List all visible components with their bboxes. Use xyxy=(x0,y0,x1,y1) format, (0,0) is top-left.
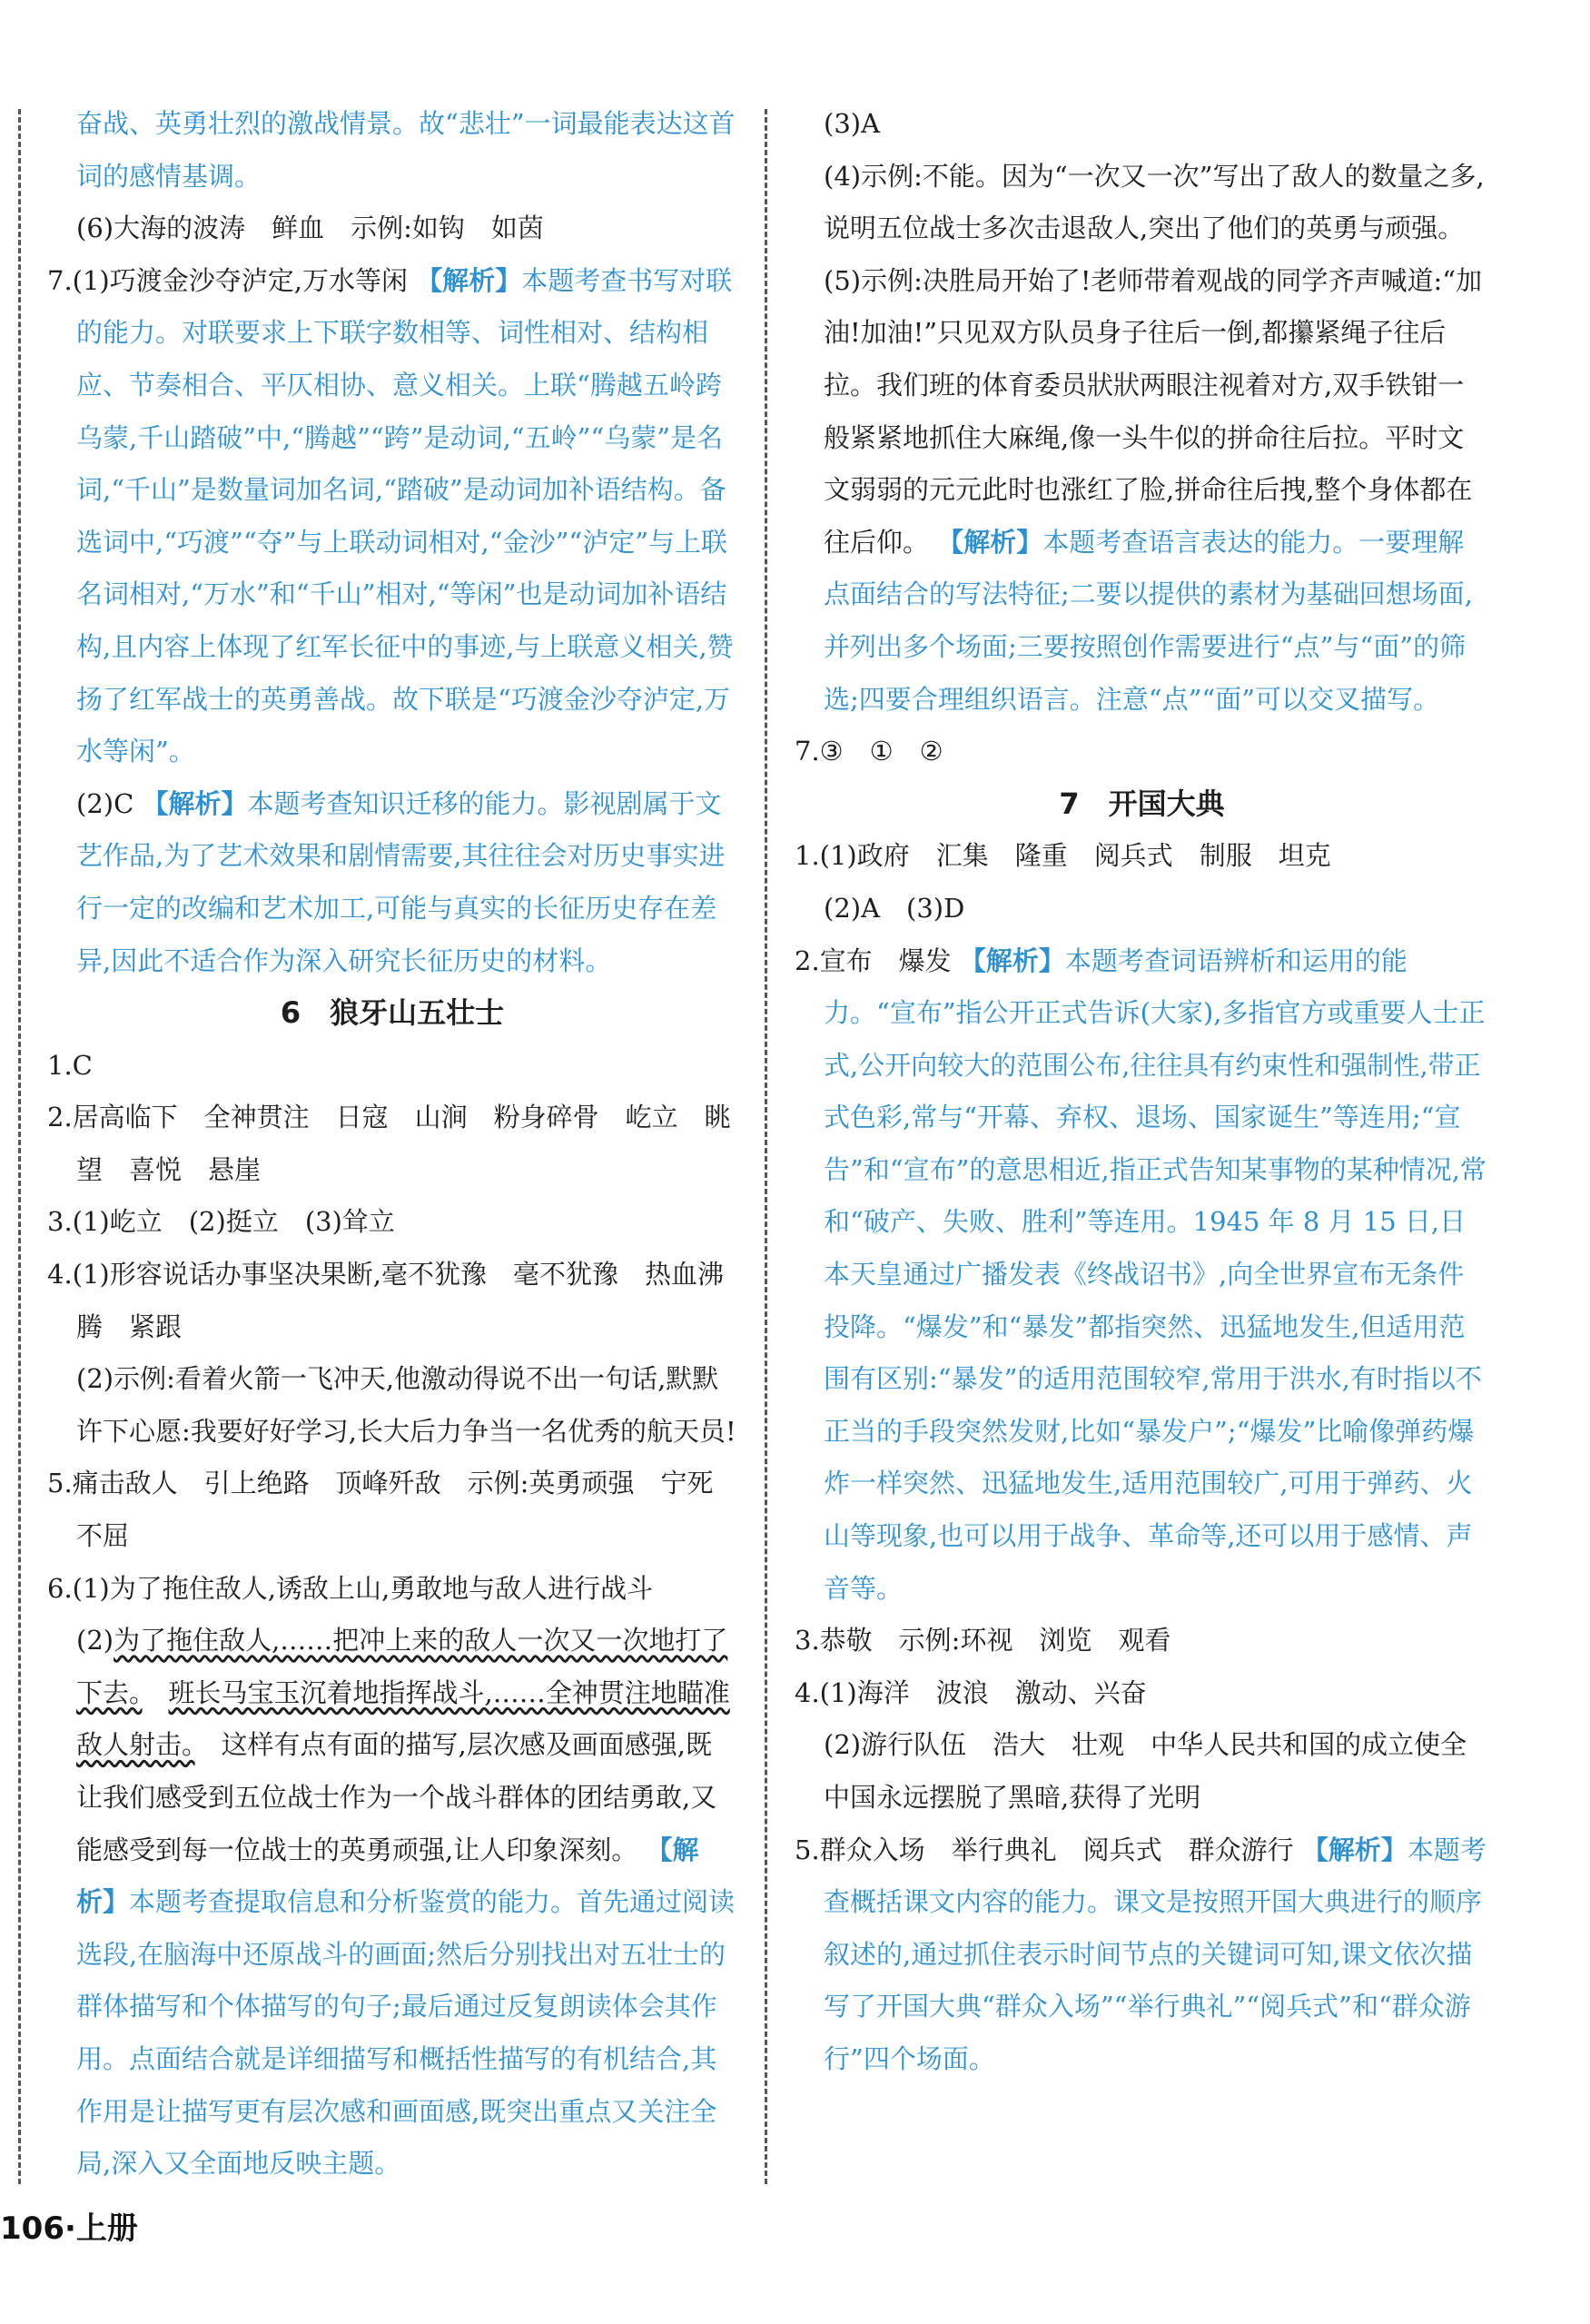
analysis-tag: 【解析】 xyxy=(142,787,248,819)
s6-q5: 5.痛击敌人 引上绝路 顶峰歼敌 示例:英勇顽强 宁死不屈 xyxy=(47,1468,714,1552)
analysis-tag: 【解析】 xyxy=(959,944,1065,976)
s6-q6-3: (3)A xyxy=(824,108,881,139)
q7-2-block xyxy=(47,778,737,987)
s6-q6-5-explanation: 本题考查语言表达的能力。一要理解点面结合的写法特征;二要以提供的素材为基础回想场面,并列出多个场面;三要按照创作需要进行“点”与“面”的筛选;四要合理组织语言。注意“点”“面”可以交叉描写。 xyxy=(824,526,1473,715)
s6-q2: 2.居高临下 全神贯注 日寇 山涧 粉身碎骨 屹立 眺望 喜悦 悬崖 xyxy=(47,1102,731,1185)
s7-q4-1: 4.(1)海洋 波浪 激动、兴奋 xyxy=(795,1676,1147,1708)
s7-q5-explanation: 本题考查概括课文内容的能力。课文是按照开国大典进行的顺序叙述的,通过抓住表示时间节点的关键词可知,课文依次描写了开国大典“群众入场”“举行典礼”“阅兵式”和“群众游行”四个场面。 xyxy=(824,1834,1486,2074)
s6-q3: 3.(1)屹立 (2)挺立 (3)耸立 xyxy=(47,1206,395,1238)
s7-q5-block xyxy=(795,1825,1489,2086)
s6-q4-2: (2)示例:看着火箭一飞冲天,他激动得说不出一句话,默默许下心愿:我要好好学习,长大后力争当一名优秀的航天员! xyxy=(76,1363,736,1447)
s7-q1-2: (2)A (3)D xyxy=(824,892,965,924)
page-number: 106 xyxy=(0,2210,64,2247)
s7-q1-1: 1.(1)政府 汇集 隆重 阅兵式 制服 坦克 xyxy=(795,840,1331,872)
s7-q2-block xyxy=(795,935,1489,1616)
s6-q6-5-answer: (5)示例:决胜局开始了!老师带着观战的同学齐声喊道:“加油!加油!”只见双方队员身子往后一倒,都攥紧绳子往后拉。我们班的体育委员狀狀两眼注视着对方,双手铁钳一般紧紧地抓住大麻绳,像一头牛似的拼命往后拉。平时文文弱弱的元元此时也涨红了脸,拼命往后拽,整个身体都在往后仰。 xyxy=(824,264,1483,558)
left-column xyxy=(47,98,737,2190)
q7-1-explanation: 本题考查书写对联的能力。对联要求上下联字数相等、词性相对、结构相应、节奏相合、平仄相协、意义相关。上联“腾越五岭跨乌蒙,千山踏破”中,“腾越”“跨”是动词,“五岭”“乌蒙”是名词,“千山”是数量词加名词,“踏破”是动词加补语结构。备选词中,“巧渡”“夺”与上联动词相对,“金沙”“泸定”与上联名词相对,“万水”和“千山”相对,“等闲”也是动词加补语结构,且内容上体现了红军长征中的事迹,与上联意义相关,赞扬了红军战士的英勇善战。故下联是“巧渡金沙夺泸定,万水等闲”。 xyxy=(76,264,734,767)
underlined-sentence-2: 班长马宝玉沉着地指挥战斗,……全神贯注地瞄准敌人射击。 xyxy=(76,1676,730,1761)
s6-q4-1: 4.(1)形容说话办事坚决果断,毫不犹豫 毫不犹豫 热血沸腾 紧跟 xyxy=(47,1259,724,1342)
s7-q2-explanation: 本题考查词语辨析和运用的能力。“宣布”指公开正式告诉(大家),多指官方或重要人士正式,公开向较大的范围公布,往往具有约束性和强制性,带正式色彩,常与“开幕、弃权、退场、国家诞生”等连用;“宣告”和“宣布”的意思相近,指正式告知某事物的某种情况,常和“破产、失败、胜利”等连用。1945 年 8 月 15 日,日本天皇通过广播发表《终战诏书》,向全世界宣布无条件投降。“爆发”和“暴发”都指突然、迅猛地发生,但适用范围有区别:“暴发”的适用范围较窄,常用于洪水,有时指以不正当的手段突然发财,比如“暴发户”;“爆发”比喻像弹药爆炸一样突然、迅猛地发生,适用范围较广,可用于弹药、火山等现象,也可以用于战争、革命等,还可以用于感情、声音等。 xyxy=(824,944,1486,1604)
s6-q6-2-label: (2) xyxy=(76,1625,114,1656)
left-margin-divider xyxy=(18,109,21,2184)
column-divider xyxy=(765,109,767,2184)
s6-q1: 1.C xyxy=(47,1049,93,1081)
q7-1-block xyxy=(47,255,737,778)
s7-q5-answer: 5.群众入场 举行典礼 阅兵式 群众游行 xyxy=(795,1834,1294,1865)
q7-1-answer: 7.(1)巧渡金沙夺泸定,万水等闲 xyxy=(47,264,408,296)
underlined-sentence-1: 为了拖住敌人,……把冲上来的敌人一次又一次地打了下去。 xyxy=(76,1625,728,1708)
right-column xyxy=(795,98,1489,2086)
s6-q6-explanation: 本题考查提取信息和分析鉴赏的能力。首先通过阅读选段,在脑海中还原战斗的画面;然后分别找出对五壮士的群体描写和个体描写的句子;最后通过反复朗读体会其作用。点面结合就是详细描写和概括性描写的有机结合,其作用是让描写更有层次感和画面感,既突出重点又关注全局,深入又全面地反映主题。 xyxy=(76,1886,736,2180)
s7-q2-answer: 2.宣布 爆发 xyxy=(795,944,952,976)
section-6-title: 6 狼牙山五壮士 xyxy=(280,995,505,1031)
analysis-tag: 【解析】 xyxy=(1301,1834,1407,1865)
analysis-tag: 【解析】 xyxy=(416,264,522,296)
q7-2-explanation: 本题考查知识迁移的能力。影视剧属于文艺作品,为了艺术效果和剧情需要,其往往会对历史事实进行一定的改编和艺术加工,可能与真实的长征历史存在差异,因此不适合作为深入研究长征历史的材料。 xyxy=(76,787,726,976)
s6-q6-1: 6.(1)为了拖住敌人,诱敌上山,勇敢地与敌人进行战斗 xyxy=(47,1572,654,1604)
s6-q6-4: (4)示例:不能。因为“一次又一次”写出了敌人的数量之多,说明五位战士多次击退敌人,突出了他们的英勇与顽强。 xyxy=(824,160,1485,244)
s6-q6-2-block xyxy=(47,1615,737,2190)
q6-6-answer: (6)大海的波涛 鲜血 示例:如钩 如茵 xyxy=(76,213,544,244)
s7-q3: 3.恭敬 示例:环视 浏览 观看 xyxy=(795,1625,1171,1656)
analysis-tag: 【解析】 xyxy=(76,1834,699,1918)
s6-q6-2-answer: 这样有点有面的描写,层次感及画面感强,既让我们感受到五位战士作为一个战斗群体的团结勇敢,又能感受到每一位战士的英勇顽强,让人印象深刻。 xyxy=(76,1729,717,1865)
volume-label: ·上册 xyxy=(64,2210,138,2247)
page-footer xyxy=(0,2203,138,2248)
section-7-title: 7 开国大典 xyxy=(1059,786,1225,821)
s6-q7: 7.③ ① ② xyxy=(795,736,943,767)
s6-q6-5-block xyxy=(795,255,1489,726)
q7-2-answer: (2)C xyxy=(76,787,134,819)
s7-q4-2: (2)游行队伍 浩大 壮观 中华人民共和国的成立使全中国永远摆脱了黑暗,获得了光明 xyxy=(824,1729,1467,1813)
q6-5-explanation-tail: 奋战、英勇壮烈的激战情景。故“悲壮”一词最能表达这首词的感情基调。 xyxy=(76,108,736,192)
analysis-tag: 【解析】 xyxy=(937,526,1043,558)
